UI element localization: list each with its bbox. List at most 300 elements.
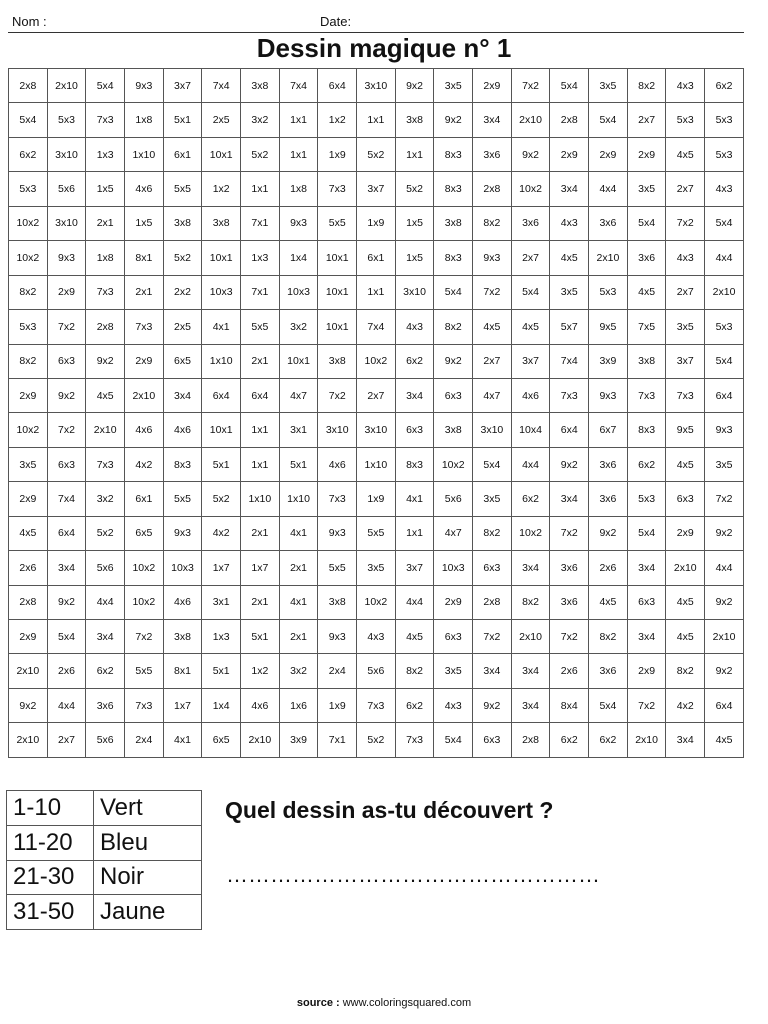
grid-cell: 10x2	[434, 447, 473, 481]
grid-cell: 6x1	[125, 482, 164, 516]
grid-cell: 10x1	[318, 275, 357, 309]
grid-cell: 1x6	[279, 688, 318, 722]
grid-cell: 2x9	[550, 137, 589, 171]
grid-cell: 6x4	[705, 378, 744, 412]
grid-cell: 4x4	[589, 172, 628, 206]
grid-cell: 2x7	[666, 275, 705, 309]
color-legend	[6, 790, 202, 930]
grid-cell: 10x2	[125, 551, 164, 585]
grid-cell: 7x3	[125, 688, 164, 722]
grid-cell: 8x2	[589, 620, 628, 654]
grid-cell: 6x2	[511, 482, 550, 516]
grid-cell: 1x9	[318, 688, 357, 722]
grid-cell: 5x3	[705, 310, 744, 344]
grid-cell: 1x9	[357, 206, 396, 240]
grid-cell: 9x2	[473, 688, 512, 722]
grid-cell: 1x4	[279, 241, 318, 275]
grid-cell: 2x1	[279, 620, 318, 654]
grid-cell: 3x7	[163, 69, 202, 103]
grid-cell: 3x1	[279, 413, 318, 447]
grid-cell: 2x1	[241, 516, 280, 550]
grid-cell: 10x2	[9, 206, 48, 240]
grid-cell: 2x8	[9, 69, 48, 103]
grid-cell: 2x1	[279, 551, 318, 585]
grid-cell: 4x2	[125, 447, 164, 481]
grid-cell: 4x4	[47, 688, 86, 722]
grid-cell: 2x10	[9, 723, 48, 758]
grid-cell: 7x2	[627, 688, 666, 722]
grid-cell: 4x6	[511, 378, 550, 412]
grid-cell: 7x2	[550, 516, 589, 550]
grid-cell: 5x1	[241, 620, 280, 654]
grid-cell: 9x2	[47, 585, 86, 619]
grid-cell: 2x6	[47, 654, 86, 688]
grid-cell: 2x10	[705, 275, 744, 309]
grid-cell: 2x7	[357, 378, 396, 412]
multiplication-grid	[8, 68, 744, 758]
grid-cell: 4x2	[202, 516, 241, 550]
grid-cell: 2x2	[163, 275, 202, 309]
grid-cell: 1x3	[86, 137, 125, 171]
grid-cell: 3x10	[318, 413, 357, 447]
grid-cell: 3x6	[589, 654, 628, 688]
grid-cell: 1x5	[125, 206, 164, 240]
grid-cell: 8x2	[9, 344, 48, 378]
legend-row	[7, 860, 202, 895]
grid-cell: 6x2	[395, 688, 434, 722]
grid-cell: 4x5	[666, 137, 705, 171]
grid-cell: 10x1	[202, 413, 241, 447]
grid-cell: 3x10	[395, 275, 434, 309]
grid-cell: 1x8	[125, 103, 164, 137]
grid-cell: 6x3	[473, 723, 512, 758]
grid-cell: 9x2	[86, 344, 125, 378]
grid-cell: 1x5	[395, 206, 434, 240]
grid-cell: 5x3	[627, 482, 666, 516]
grid-cell: 7x2	[705, 482, 744, 516]
grid-cell: 1x10	[279, 482, 318, 516]
grid-cell: 4x5	[395, 620, 434, 654]
grid-cell: 4x4	[705, 551, 744, 585]
grid-cell: 2x9	[589, 137, 628, 171]
grid-cell: 1x9	[357, 482, 396, 516]
grid-cell: 9x3	[589, 378, 628, 412]
grid-cell: 3x2	[86, 482, 125, 516]
legend-color: Vert	[94, 791, 202, 826]
grid-cell: 10x3	[279, 275, 318, 309]
grid-cell: 3x2	[279, 310, 318, 344]
grid-cell: 5x1	[163, 103, 202, 137]
grid-cell: 5x4	[9, 103, 48, 137]
grid-cell: 2x7	[47, 723, 86, 758]
grid-cell: 7x3	[318, 172, 357, 206]
grid-cell: 3x7	[666, 344, 705, 378]
grid-cell: 2x7	[627, 103, 666, 137]
grid-cell: 2x10	[9, 654, 48, 688]
grid-cell: 6x3	[434, 378, 473, 412]
grid-cell: 1x1	[395, 137, 434, 171]
grid-cell: 3x8	[395, 103, 434, 137]
grid-cell: 8x2	[473, 516, 512, 550]
grid-cell: 7x1	[241, 206, 280, 240]
grid-cell: 1x3	[202, 620, 241, 654]
grid-cell: 5x6	[86, 551, 125, 585]
grid-cell: 3x9	[279, 723, 318, 758]
grid-cell: 8x2	[395, 654, 434, 688]
grid-cell: 9x2	[47, 378, 86, 412]
answer-line[interactable]: ……………………………………………	[226, 862, 600, 887]
grid-cell: 6x2	[627, 447, 666, 481]
grid-cell: 9x3	[163, 516, 202, 550]
grid-cell: 2x7	[473, 344, 512, 378]
grid-cell: 9x3	[473, 241, 512, 275]
legend-range: 1-10	[7, 791, 94, 826]
grid-cell: 4x3	[550, 206, 589, 240]
grid-cell: 1x10	[202, 344, 241, 378]
grid-cell: 4x7	[279, 378, 318, 412]
grid-cell: 6x4	[241, 378, 280, 412]
grid-cell: 3x2	[279, 654, 318, 688]
grid-cell: 7x4	[550, 344, 589, 378]
grid-cell: 9x3	[279, 206, 318, 240]
grid-row	[9, 310, 744, 344]
grid-cell: 5x2	[357, 137, 396, 171]
grid-cell: 9x3	[125, 69, 164, 103]
grid-cell: 5x4	[550, 69, 589, 103]
grid-cell: 9x3	[318, 516, 357, 550]
grid-cell: 6x5	[163, 344, 202, 378]
grid-cell: 3x8	[318, 585, 357, 619]
grid-cell: 4x3	[666, 241, 705, 275]
grid-cell: 9x2	[9, 688, 48, 722]
grid-cell: 1x1	[241, 172, 280, 206]
grid-cell: 5x3	[705, 137, 744, 171]
grid-cell: 3x10	[47, 137, 86, 171]
grid-cell: 5x4	[473, 447, 512, 481]
grid-cell: 5x5	[163, 482, 202, 516]
source-url: www.coloringsquared.com	[342, 997, 472, 1009]
grid-cell: 3x4	[163, 378, 202, 412]
grid-cell: 1x10	[357, 447, 396, 481]
grid-cell: 2x9	[434, 585, 473, 619]
grid-cell: 8x3	[395, 447, 434, 481]
grid-cell: 9x2	[589, 516, 628, 550]
grid-cell: 4x7	[434, 516, 473, 550]
legend-range: 21-30	[7, 860, 94, 895]
grid-cell: 9x2	[434, 344, 473, 378]
grid-cell: 5x6	[357, 654, 396, 688]
grid-cell: 5x2	[241, 137, 280, 171]
grid-cell: 7x2	[511, 69, 550, 103]
source-label: source :	[296, 997, 340, 1009]
grid-cell: 4x6	[125, 413, 164, 447]
grid-cell: 2x7	[666, 172, 705, 206]
grid-cell: 4x5	[511, 310, 550, 344]
grid-cell: 10x2	[511, 516, 550, 550]
grid-cell: 1x1	[395, 516, 434, 550]
grid-cell: 1x1	[279, 137, 318, 171]
grid-cell: 6x4	[705, 688, 744, 722]
grid-cell: 4x1	[279, 585, 318, 619]
grid-cell: 7x2	[666, 206, 705, 240]
grid-cell: 9x5	[666, 413, 705, 447]
grid-row	[9, 447, 744, 481]
grid-cell: 9x2	[705, 585, 744, 619]
grid-cell: 4x5	[550, 241, 589, 275]
grid-cell: 7x4	[279, 69, 318, 103]
grid-cell: 10x1	[279, 344, 318, 378]
grid-cell: 6x1	[163, 137, 202, 171]
grid-cell: 4x4	[395, 585, 434, 619]
grid-cell: 3x5	[473, 482, 512, 516]
grid-cell: 3x4	[86, 620, 125, 654]
grid-cell: 2x9	[125, 344, 164, 378]
grid-cell: 4x2	[666, 688, 705, 722]
grid-row	[9, 723, 744, 758]
grid-cell: 5x4	[589, 103, 628, 137]
grid-cell: 6x4	[318, 69, 357, 103]
grid-cell: 2x5	[163, 310, 202, 344]
grid-cell: 5x3	[589, 275, 628, 309]
grid-cell: 5x4	[434, 723, 473, 758]
grid-cell: 10x1	[202, 137, 241, 171]
grid-cell: 7x1	[318, 723, 357, 758]
grid-cell: 1x1	[241, 447, 280, 481]
grid-cell: 10x2	[9, 413, 48, 447]
grid-row	[9, 551, 744, 585]
grid-cell: 1x1	[279, 103, 318, 137]
grid-cell: 1x10	[125, 137, 164, 171]
grid-cell: 9x2	[395, 69, 434, 103]
grid-cell: 5x4	[589, 688, 628, 722]
grid-cell: 3x5	[550, 275, 589, 309]
grid-cell: 8x3	[434, 137, 473, 171]
date-label: Date:	[320, 14, 352, 29]
grid-cell: 5x6	[434, 482, 473, 516]
grid-cell: 4x3	[357, 620, 396, 654]
grid-cell: 6x3	[47, 447, 86, 481]
grid-cell: 2x8	[473, 585, 512, 619]
grid-cell: 3x6	[550, 551, 589, 585]
grid-cell: 2x5	[202, 103, 241, 137]
grid-cell: 4x3	[666, 69, 705, 103]
grid-cell: 2x4	[318, 654, 357, 688]
grid-cell: 6x3	[47, 344, 86, 378]
grid-cell: 2x7	[511, 241, 550, 275]
grid-cell: 5x6	[86, 723, 125, 758]
grid-cell: 3x5	[434, 654, 473, 688]
grid-cell: 4x4	[511, 447, 550, 481]
grid-cell: 3x5	[705, 447, 744, 481]
grid-cell: 1x3	[241, 241, 280, 275]
grid-cell: 1x5	[86, 172, 125, 206]
grid-cell: 8x3	[627, 413, 666, 447]
grid-cell: 7x5	[627, 310, 666, 344]
grid-cell: 3x4	[511, 688, 550, 722]
grid-cell: 3x4	[627, 551, 666, 585]
grid-cell: 2x10	[627, 723, 666, 758]
grid-cell: 6x2	[550, 723, 589, 758]
grid-cell: 2x8	[550, 103, 589, 137]
grid-cell: 3x1	[202, 585, 241, 619]
grid-cell: 5x4	[627, 516, 666, 550]
grid-cell: 8x2	[511, 585, 550, 619]
grid-cell: 2x9	[666, 516, 705, 550]
grid-cell: 1x1	[357, 103, 396, 137]
legend-color: Jaune	[94, 895, 202, 930]
grid-cell: 1x5	[395, 241, 434, 275]
grid-cell: 9x3	[705, 413, 744, 447]
grid-cell: 8x2	[473, 206, 512, 240]
grid-cell: 5x6	[47, 172, 86, 206]
grid-cell: 2x4	[125, 723, 164, 758]
legend-range: 11-20	[7, 825, 94, 860]
grid-cell: 2x10	[666, 551, 705, 585]
grid-cell: 8x2	[627, 69, 666, 103]
grid-cell: 9x3	[47, 241, 86, 275]
grid-cell: 1x9	[318, 137, 357, 171]
grid-cell: 2x6	[9, 551, 48, 585]
grid-cell: 3x5	[9, 447, 48, 481]
grid-cell: 3x9	[589, 344, 628, 378]
grid-row	[9, 516, 744, 550]
grid-cell: 2x10	[705, 620, 744, 654]
grid-cell: 2x9	[473, 69, 512, 103]
grid-cell: 3x5	[434, 69, 473, 103]
grid-cell: 5x3	[705, 103, 744, 137]
grid-cell: 3x6	[511, 206, 550, 240]
grid-row	[9, 275, 744, 309]
grid-cell: 6x2	[589, 723, 628, 758]
grid-cell: 9x5	[589, 310, 628, 344]
grid-cell: 8x2	[666, 654, 705, 688]
grid-cell: 6x2	[9, 137, 48, 171]
grid-cell: 7x3	[666, 378, 705, 412]
grid-cell: 7x4	[47, 482, 86, 516]
grid-cell: 10x2	[9, 241, 48, 275]
grid-row	[9, 654, 744, 688]
grid-cell: 10x3	[434, 551, 473, 585]
grid-cell: 3x4	[511, 654, 550, 688]
name-label: Nom :	[12, 14, 47, 29]
grid-cell: 10x4	[511, 413, 550, 447]
grid-cell: 4x5	[705, 723, 744, 758]
grid-cell: 2x10	[589, 241, 628, 275]
grid-cell: 4x5	[666, 620, 705, 654]
grid-cell: 5x5	[241, 310, 280, 344]
grid-row	[9, 172, 744, 206]
grid-cell: 2x1	[86, 206, 125, 240]
grid-cell: 3x6	[627, 241, 666, 275]
grid-cell: 5x4	[705, 206, 744, 240]
grid-cell: 4x5	[589, 585, 628, 619]
legend-color: Bleu	[94, 825, 202, 860]
grid-cell: 3x8	[163, 206, 202, 240]
grid-cell: 7x4	[357, 310, 396, 344]
grid-cell: 2x1	[241, 344, 280, 378]
grid-cell: 7x2	[318, 378, 357, 412]
grid-cell: 2x10	[241, 723, 280, 758]
grid-cell: 3x8	[318, 344, 357, 378]
legend-row	[7, 791, 202, 826]
grid-cell: 1x7	[241, 551, 280, 585]
grid-cell: 2x1	[241, 585, 280, 619]
grid-cell: 1x4	[202, 688, 241, 722]
grid-cell: 6x3	[473, 551, 512, 585]
grid-cell: 3x4	[473, 103, 512, 137]
grid-row	[9, 378, 744, 412]
grid-cell: 9x2	[434, 103, 473, 137]
grid-cell: 3x6	[589, 206, 628, 240]
legend-row	[7, 825, 202, 860]
grid-cell: 4x5	[666, 447, 705, 481]
grid-cell: 8x1	[163, 654, 202, 688]
grid-cell: 2x1	[125, 275, 164, 309]
grid-cell: 6x4	[202, 378, 241, 412]
grid-cell: 2x9	[47, 275, 86, 309]
grid-cell: 5x2	[202, 482, 241, 516]
grid-cell: 8x2	[434, 310, 473, 344]
grid-cell: 5x3	[9, 172, 48, 206]
grid-cell: 3x4	[550, 172, 589, 206]
grid-cell: 4x5	[666, 585, 705, 619]
grid-row	[9, 585, 744, 619]
grid-cell: 1x2	[202, 172, 241, 206]
grid-row	[9, 482, 744, 516]
grid-cell: 8x1	[125, 241, 164, 275]
grid-cell: 4x1	[202, 310, 241, 344]
grid-cell: 3x4	[550, 482, 589, 516]
grid-cell: 8x4	[550, 688, 589, 722]
grid-cell: 8x3	[163, 447, 202, 481]
grid-cell: 3x8	[202, 206, 241, 240]
grid-cell: 10x1	[318, 310, 357, 344]
grid-cell: 1x10	[241, 482, 280, 516]
grid-cell: 6x7	[589, 413, 628, 447]
grid-cell: 10x3	[163, 551, 202, 585]
grid-cell: 10x2	[357, 585, 396, 619]
grid-cell: 3x7	[395, 551, 434, 585]
grid-cell: 3x8	[241, 69, 280, 103]
grid-cell: 7x4	[202, 69, 241, 103]
grid-cell: 4x1	[163, 723, 202, 758]
grid-cell: 3x6	[589, 482, 628, 516]
grid-cell: 6x5	[202, 723, 241, 758]
grid-cell: 5x5	[163, 172, 202, 206]
grid-cell: 3x7	[357, 172, 396, 206]
grid-cell: 7x2	[473, 275, 512, 309]
grid-cell: 2x6	[550, 654, 589, 688]
grid-cell: 2x10	[125, 378, 164, 412]
grid-cell: 5x1	[202, 447, 241, 481]
grid-cell: 1x8	[279, 172, 318, 206]
grid-cell: 8x2	[9, 275, 48, 309]
grid-cell: 6x3	[666, 482, 705, 516]
grid-cell: 3x6	[473, 137, 512, 171]
grid-cell: 6x4	[550, 413, 589, 447]
grid-cell: 5x7	[550, 310, 589, 344]
grid-cell: 4x6	[318, 447, 357, 481]
grid-row	[9, 413, 744, 447]
grid-cell: 3x4	[47, 551, 86, 585]
grid-cell: 6x3	[434, 620, 473, 654]
grid-cell: 3x4	[395, 378, 434, 412]
grid-cell: 7x2	[125, 620, 164, 654]
grid-cell: 5x5	[318, 206, 357, 240]
grid-row	[9, 688, 744, 722]
grid-cell: 5x2	[395, 172, 434, 206]
grid-cell: 2x9	[627, 654, 666, 688]
